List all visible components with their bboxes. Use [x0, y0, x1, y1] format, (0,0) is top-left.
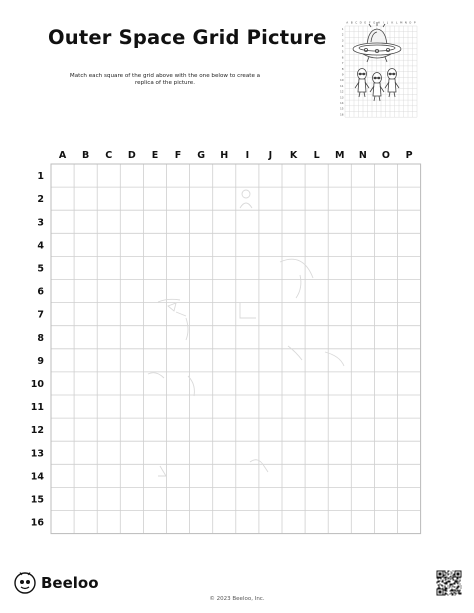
column-label: H — [220, 150, 229, 161]
column-label: I — [245, 150, 250, 161]
row-label: 10 — [30, 378, 44, 390]
reference-row-label: 3 — [341, 38, 344, 43]
reference-column-label: D — [359, 20, 362, 25]
reference-column-label: J — [387, 20, 389, 25]
reference-column-label: P — [413, 20, 416, 25]
reference-row-label: 4 — [341, 43, 344, 48]
copyright: © 2023 Beeloo, Inc. — [209, 596, 265, 602]
reference-column-label: H — [377, 20, 380, 25]
column-label: M — [335, 150, 345, 161]
row-label: 9 — [37, 355, 44, 367]
reference-column-label: E — [364, 20, 367, 25]
row-label: 14 — [30, 471, 44, 483]
reference-row-label: 7 — [341, 61, 344, 66]
row-label: 7 — [37, 309, 44, 321]
instructions: Match each square of the grid above with the one below to create a replica of the picture. — [69, 73, 261, 86]
reference-column-label: N — [404, 20, 407, 25]
column-label: A — [58, 150, 67, 161]
column-label: C — [105, 150, 113, 161]
column-label: B — [82, 150, 90, 161]
reference-row-label: 16 — [339, 112, 344, 117]
column-labels — [59, 150, 413, 161]
qr-code-icon — [434, 568, 464, 598]
column-label: D — [127, 150, 136, 161]
reference-row-label: 1 — [341, 26, 344, 31]
reference-row-label: 11 — [339, 83, 344, 88]
row-label: 5 — [37, 263, 44, 275]
page-title: Outer Space Grid Picture — [48, 26, 327, 49]
row-label: 4 — [37, 240, 44, 252]
brand — [14, 572, 99, 594]
reference-row-label: 10 — [339, 78, 344, 83]
row-label: 13 — [30, 448, 44, 460]
reference-row-label: 13 — [339, 95, 344, 100]
reference-column-label: I — [382, 20, 384, 25]
reference-column-label: K — [391, 20, 394, 25]
reference-row-label: 9 — [341, 72, 344, 77]
reference-column-label: M — [400, 20, 403, 25]
faint-guide-sketch — [148, 190, 344, 476]
column-label: P — [405, 150, 413, 161]
brand-name: Beeloo — [41, 574, 99, 592]
reference-column-label: B — [350, 20, 353, 25]
row-label: 11 — [30, 402, 44, 414]
reference-column-label: C — [355, 20, 358, 25]
row-label: 16 — [30, 517, 44, 529]
reference-row-label: 8 — [341, 66, 344, 71]
column-label: G — [197, 150, 206, 161]
row-label: 12 — [30, 425, 44, 437]
reference-row-label: 14 — [339, 100, 344, 105]
row-labels — [31, 171, 45, 529]
reference-row-label: 6 — [341, 55, 344, 60]
row-label: 1 — [37, 171, 44, 183]
row-label: 6 — [37, 286, 44, 298]
column-label: F — [174, 150, 182, 161]
reference-row-label: 12 — [339, 89, 344, 94]
row-label: 15 — [30, 494, 44, 506]
reference-row-label: 5 — [341, 49, 344, 54]
reference-row-label: 2 — [341, 32, 344, 37]
row-label: 3 — [37, 217, 44, 229]
reference-row-label: 15 — [339, 106, 344, 111]
column-label: L — [313, 150, 320, 161]
reference-column-label: O — [409, 20, 412, 25]
reference-column-label: A — [346, 20, 349, 25]
column-label: K — [289, 150, 298, 161]
column-label: O — [381, 150, 390, 161]
reference-column-label: G — [373, 20, 376, 25]
column-label: J — [268, 150, 273, 161]
reference-column-label: L — [395, 20, 398, 25]
column-label: N — [358, 150, 367, 161]
row-label: 8 — [37, 332, 44, 344]
drawing-grid[interactable] — [51, 164, 421, 534]
row-label: 2 — [37, 194, 44, 206]
bee-logo-icon — [14, 572, 36, 594]
column-label: E — [151, 150, 159, 161]
reference-column-label: F — [368, 20, 371, 25]
